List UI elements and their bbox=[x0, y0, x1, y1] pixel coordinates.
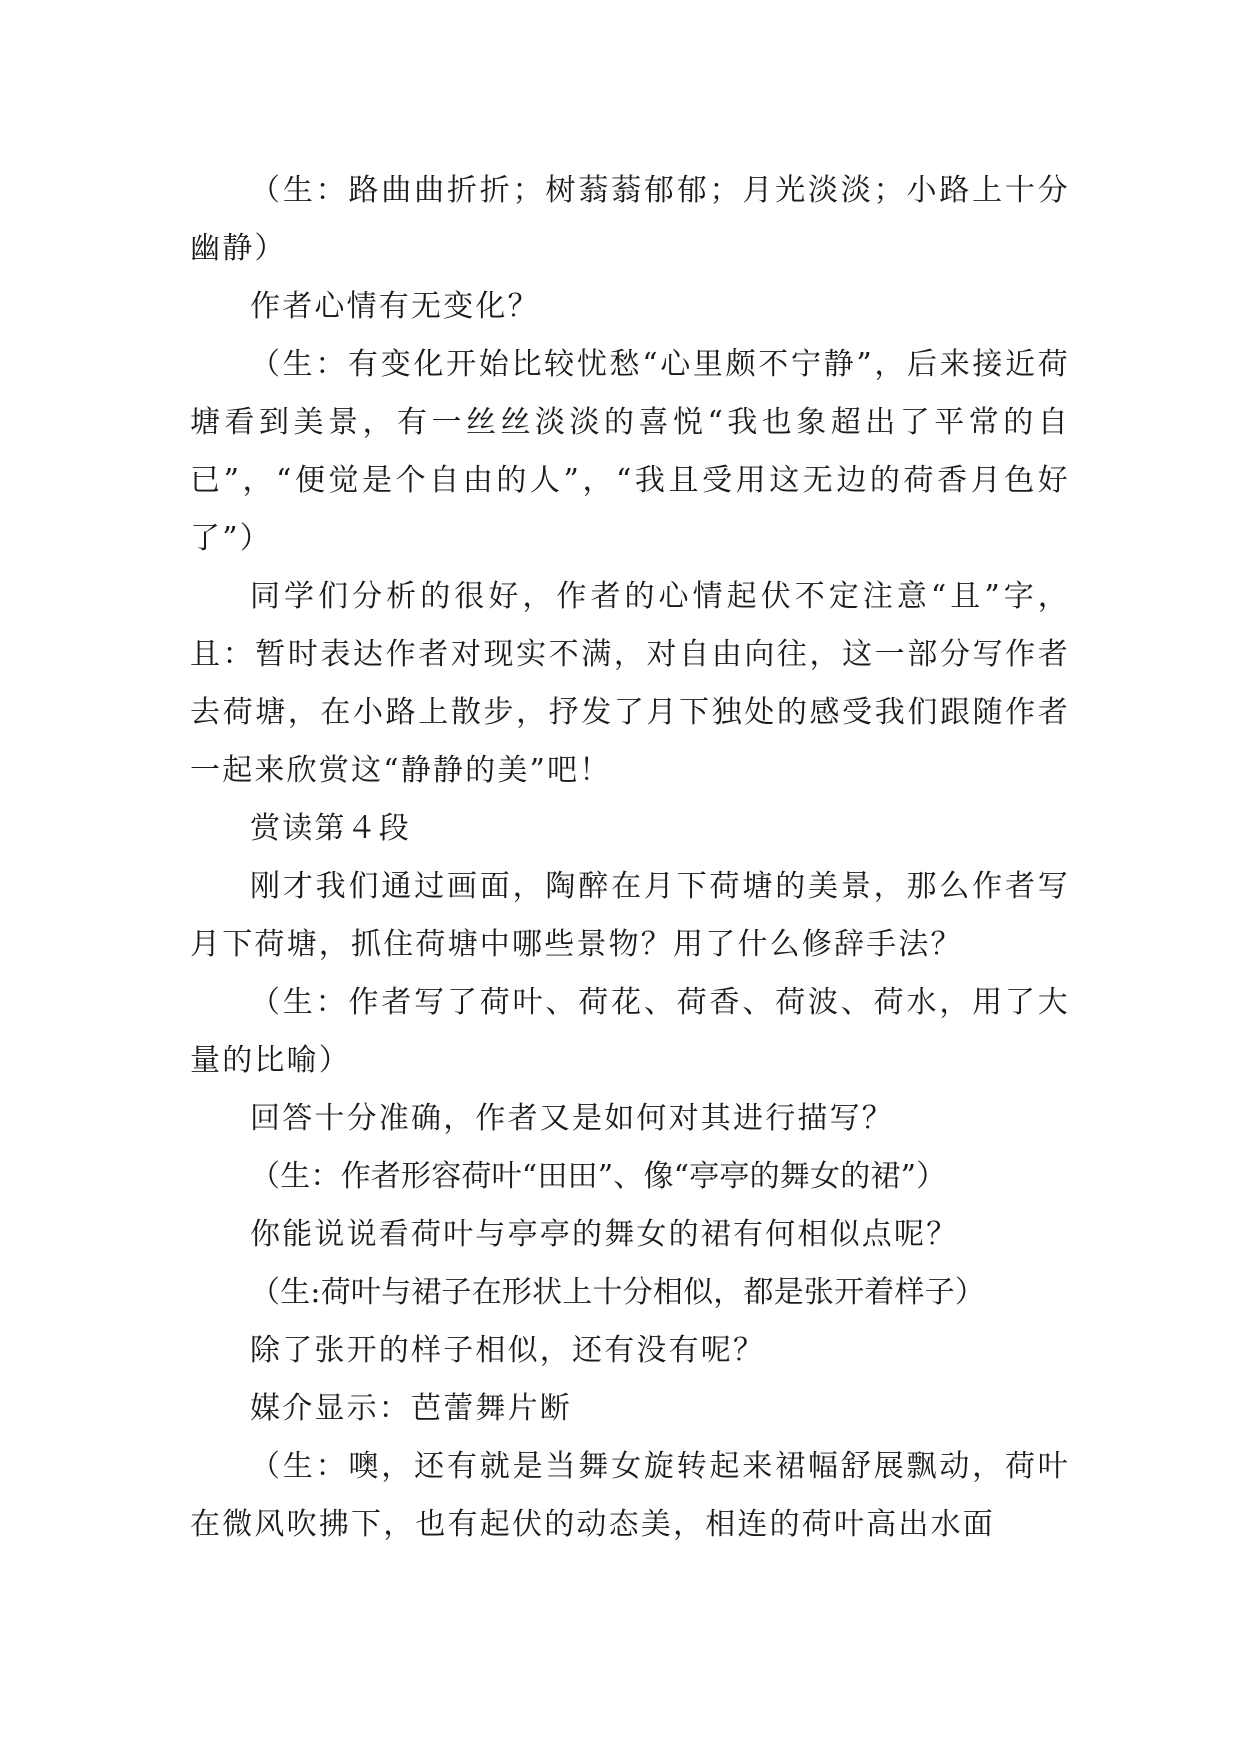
paragraph: 除了张开的样子相似，还有没有呢？ bbox=[250, 1333, 766, 1368]
paragraph: 回答十分准确，作者又是如何对其进行描写？ bbox=[250, 1101, 894, 1136]
paragraph: （生:荷叶与裙子在形状上十分相似，都是张开着样子） bbox=[250, 1275, 986, 1310]
paragraph: （生：作者写了荷叶、荷花、荷香、荷波、荷水，用了大量的比喻） bbox=[190, 985, 1070, 1078]
paragraph: （生：路曲曲折折；树蓊蓊郁郁；月光淡淡；小路上十分幽静） bbox=[190, 173, 1070, 266]
paragraph: 刚才我们通过画面，陶醉在月下荷塘的美景，那么作者写月下荷塘，抓住荷塘中哪些景物？用了什么修辞手法？ bbox=[190, 869, 1070, 962]
paragraph: 作者心情有无变化？ bbox=[250, 289, 540, 324]
paragraph: （生：有变化开始比较忧愁“心里颇不宁静”，后来接近荷塘看到美景，有一丝丝淡淡的喜悦“我也象超出了平常的自已”，“便觉是个自由的人”，“我且受用这无边的荷香月色好了”） bbox=[190, 347, 1070, 556]
document-body bbox=[190, 162, 1070, 1554]
paragraph: （生：作者形容荷叶“田田”、像“亭亭的舞女的裙”） bbox=[250, 1159, 947, 1194]
paragraph: 媒介显示：芭蕾舞片断 bbox=[250, 1391, 572, 1426]
paragraph: 赏读第４段 bbox=[250, 811, 411, 846]
paragraph: 同学们分析的很好，作者的心情起伏不定注意“且”字，且：暂时表达作者对现实不满，对自由向往，这一部分写作者去荷塘，在小路上散步，抒发了月下独处的感受我们跟随作者一起来欣赏这“静静的美”吧！ bbox=[190, 579, 1070, 788]
paragraph: 你能说说看荷叶与亭亭的舞女的裙有何相似点呢？ bbox=[250, 1217, 959, 1252]
paragraph: （生：噢，还有就是当舞女旋转起来裙幅舒展飘动，荷叶在微风吹拂下，也有起伏的动态美，相连的荷叶高出水面 bbox=[190, 1449, 1070, 1542]
